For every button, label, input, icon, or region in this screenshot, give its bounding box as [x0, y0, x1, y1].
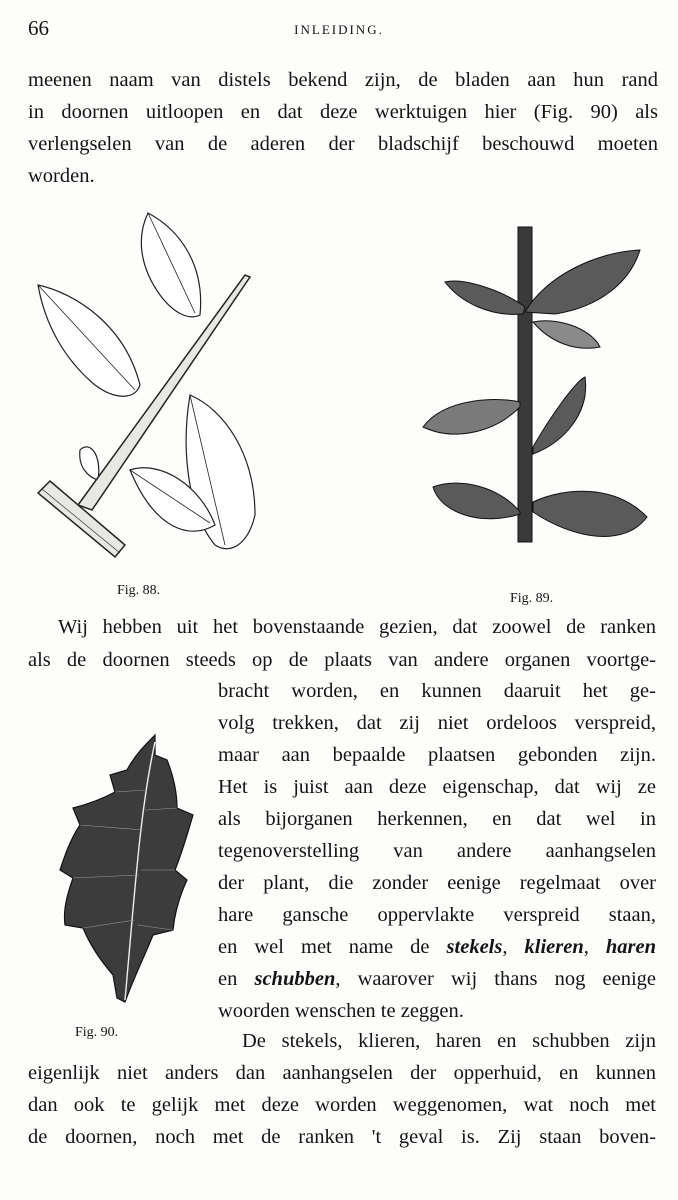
figure-90-holly-leaf — [55, 730, 200, 1010]
figure-90-caption: Fig. 90. — [75, 1025, 119, 1040]
leaf — [80, 447, 99, 480]
text-line: en wel met name de stekels, klieren, haren — [218, 936, 657, 958]
text-line: volg trekken, dat zij niet ordeloos verspreid, — [218, 712, 656, 734]
leaf — [533, 491, 647, 536]
text-line: tegenoverstelling van andere aanhangselen — [218, 840, 656, 862]
figure-88-caption: Fig. 88. — [117, 583, 161, 598]
leaf — [445, 281, 525, 314]
leaf — [533, 321, 600, 349]
text-line: in doornen uitloopen en dat deze werktuigen hier (Fig. 90) als — [28, 101, 658, 123]
term-schubben: schubben — [254, 968, 336, 990]
stem — [38, 481, 125, 557]
text-line: der plant, die zonder eenige regelmaat over — [218, 872, 656, 894]
figure-89-caption: Fig. 89. — [510, 591, 554, 606]
term-klieren: klieren — [524, 936, 584, 958]
page-number: 66 — [28, 16, 49, 40]
text-line: woorden wenschen te zeggen. — [218, 1000, 464, 1022]
figure-89-barberry-stem — [415, 222, 655, 552]
leaf — [525, 250, 640, 314]
leaf — [141, 213, 200, 317]
holly-leaf — [60, 735, 193, 1002]
leaf — [433, 483, 520, 519]
text-line: als bijorganen herkennen, en dat wel in — [218, 808, 656, 830]
text-line: maar aan bepaalde plaatsen gebonden zijn. — [218, 744, 656, 766]
text-line: en schubben, waarover wij thans nog eenige — [218, 968, 656, 990]
text-line: worden. — [28, 165, 95, 187]
text-line: de doornen, noch met de ranken 't geval is. Zij staan boven- — [28, 1126, 656, 1148]
leaf — [423, 400, 520, 435]
running-title: INLEIDING. — [294, 22, 384, 37]
text-line: Wij hebben uit het bovenstaande gezien, dat zoowel de ranken — [58, 616, 656, 638]
text-line: eigenlijk niet anders dan aanhangselen der opperhuid, en kunnen — [28, 1062, 656, 1084]
text-line: als de doornen steeds op de plaats van andere organen voortge- — [28, 649, 656, 671]
text-line: Het is juist aan deze eigenschap, dat wij ze — [218, 776, 656, 798]
figure-88-thorn-branch — [30, 205, 260, 565]
text-line: hare gansche oppervlakte verspreid staan, — [218, 904, 656, 926]
term-stekels: stekels — [446, 936, 503, 958]
text-line: De stekels, klieren, haren en schubben zijn — [242, 1030, 656, 1052]
text-line: bracht worden, en kunnen daaruit het ge- — [218, 680, 656, 702]
text-line: verlengselen van de aderen der bladschijf beschouwd moeten — [28, 133, 658, 155]
leaf — [533, 377, 586, 454]
text-line: meenen naam van distels bekend zijn, de bladen aan hun rand — [28, 69, 658, 91]
term-haren: haren — [605, 936, 657, 958]
text-line: dan ook te gelijk met deze worden weggenomen, wat noch met — [28, 1094, 656, 1116]
